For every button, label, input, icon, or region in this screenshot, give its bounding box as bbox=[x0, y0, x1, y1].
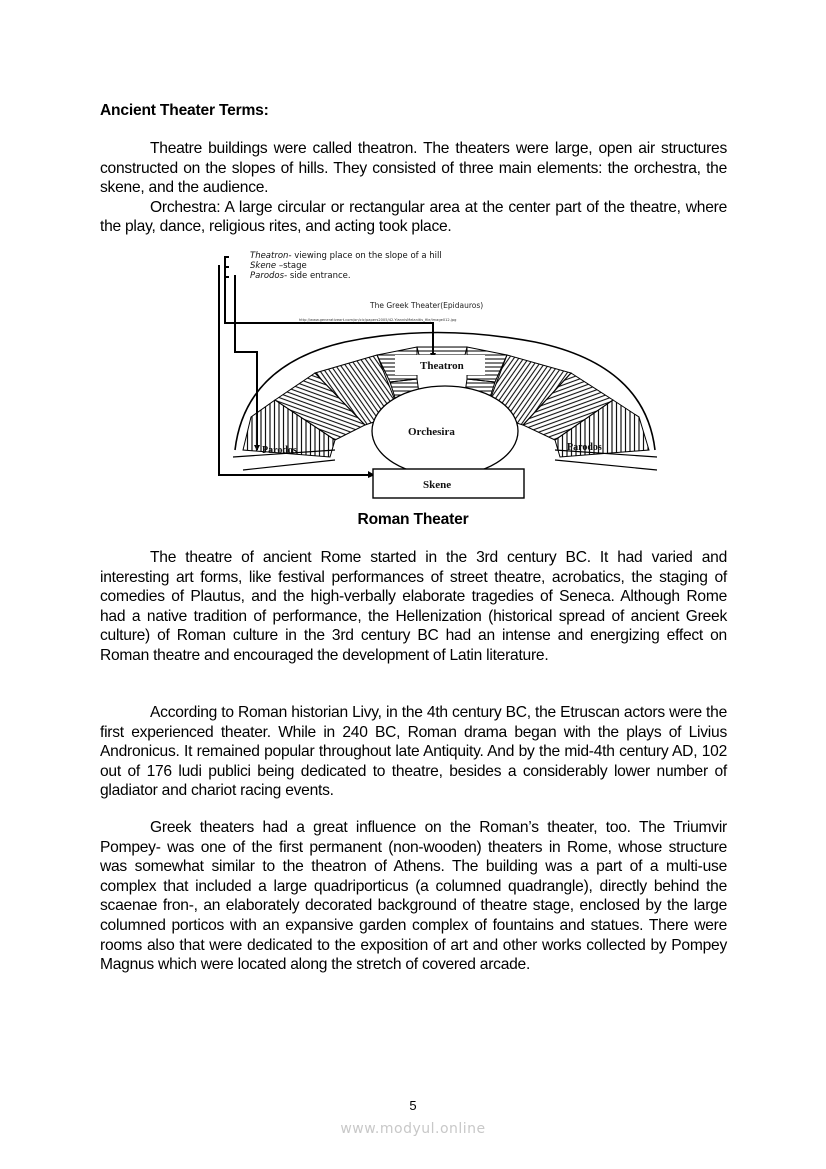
paragraph-greek-influence: Greek theaters had a great influence on the Roman’s theater, too. The Triumvir Pompey- was one of the first permanent (non-wooden) theaters in Rome, whose structure was somewhat similar to the theatron of Athens. The building was a part of a multi-use complex that included a large quadriporticus (a columned quadrangle), directly behind the scaenae fron-, an elaborately decorated background of theatre stage, enclosed by the large columned porticos with an expansive garden complex of fountains and statues. There were rooms also that were dedicated to the exposition of art and other works collected by Pompey Magnus which were located along the stretch of covered arcade. bbox=[100, 819, 727, 974]
legend-skene: Skene –stage bbox=[250, 261, 307, 271]
ancient-terms-body bbox=[100, 139, 727, 237]
diagram-caption: The Greek Theater(Epidauros) bbox=[370, 301, 484, 310]
roman-theater-para-2 bbox=[100, 703, 727, 801]
roman-theater-para-1 bbox=[100, 548, 727, 666]
paragraph-theatron: Theatre buildings were called theatron. The theaters were large, open air structures constructed on the slopes of hills. They consisted of three main elements: the orchestra, the skene, and the audience. bbox=[100, 140, 727, 197]
paragraph-livy: According to Roman historian Livy, in the 4th century BC, the Etruscan actors were the first experienced theater. While in 240 BC, Roman drama began with the plays of Livius Andronicus. It remained popular throughout late Antiquity. And by the mid-4th century AD, 102 out of 176 ludi publici being dedicated to theatre, besides a considerably lower number of gladiator and chariot racing events. bbox=[100, 704, 727, 800]
paragraph-roman-origins: The theatre of ancient Rome started in the 3rd century BC. It had varied and interesting art forms, like festival performances of street theatre, acrobatics, the staging of comedies of Plautus, and the high-verbally elaborate tragedies of Seneca. Although Rome had a native tradition of performance, the Hellenization (historical spread of ancient Greek culture) of Roman culture in the 3rd century BC had an intense and energizing effect on Roman theatre and encouraged the development of Latin literature. bbox=[100, 549, 727, 664]
label-theatron: Theatron bbox=[420, 360, 464, 372]
label-skene: Skene bbox=[423, 479, 452, 491]
label-orchestra: Orchesira bbox=[408, 426, 455, 438]
roman-theater-para-3 bbox=[100, 818, 727, 975]
legend-theatron: Theatron- viewing place on the slope of a hill bbox=[250, 251, 442, 261]
label-parodos-left: Parodos bbox=[262, 445, 297, 456]
diagram-source-url: http://www.generativeart.com/on/cic/papers2005/42.YiannisMelanitis_file/image012.jpg bbox=[299, 318, 457, 322]
legend-parodos: Parodos- side entrance. bbox=[250, 271, 351, 281]
watermark: www.modyul.online bbox=[340, 1121, 486, 1137]
section-heading-ancient-terms: Ancient Theater Terms: bbox=[100, 102, 269, 119]
page-number: 5 bbox=[409, 1098, 417, 1113]
paragraph-orchestra: Orchestra: A large circular or rectangular area at the center part of the theatre, where the play, dance, religious rites, and acting took place. bbox=[100, 198, 727, 236]
section-heading-roman-theater: Roman Theater bbox=[357, 511, 469, 528]
greek-theater-diagram bbox=[205, 245, 695, 505]
label-parodos-right: Parodos bbox=[567, 442, 602, 453]
